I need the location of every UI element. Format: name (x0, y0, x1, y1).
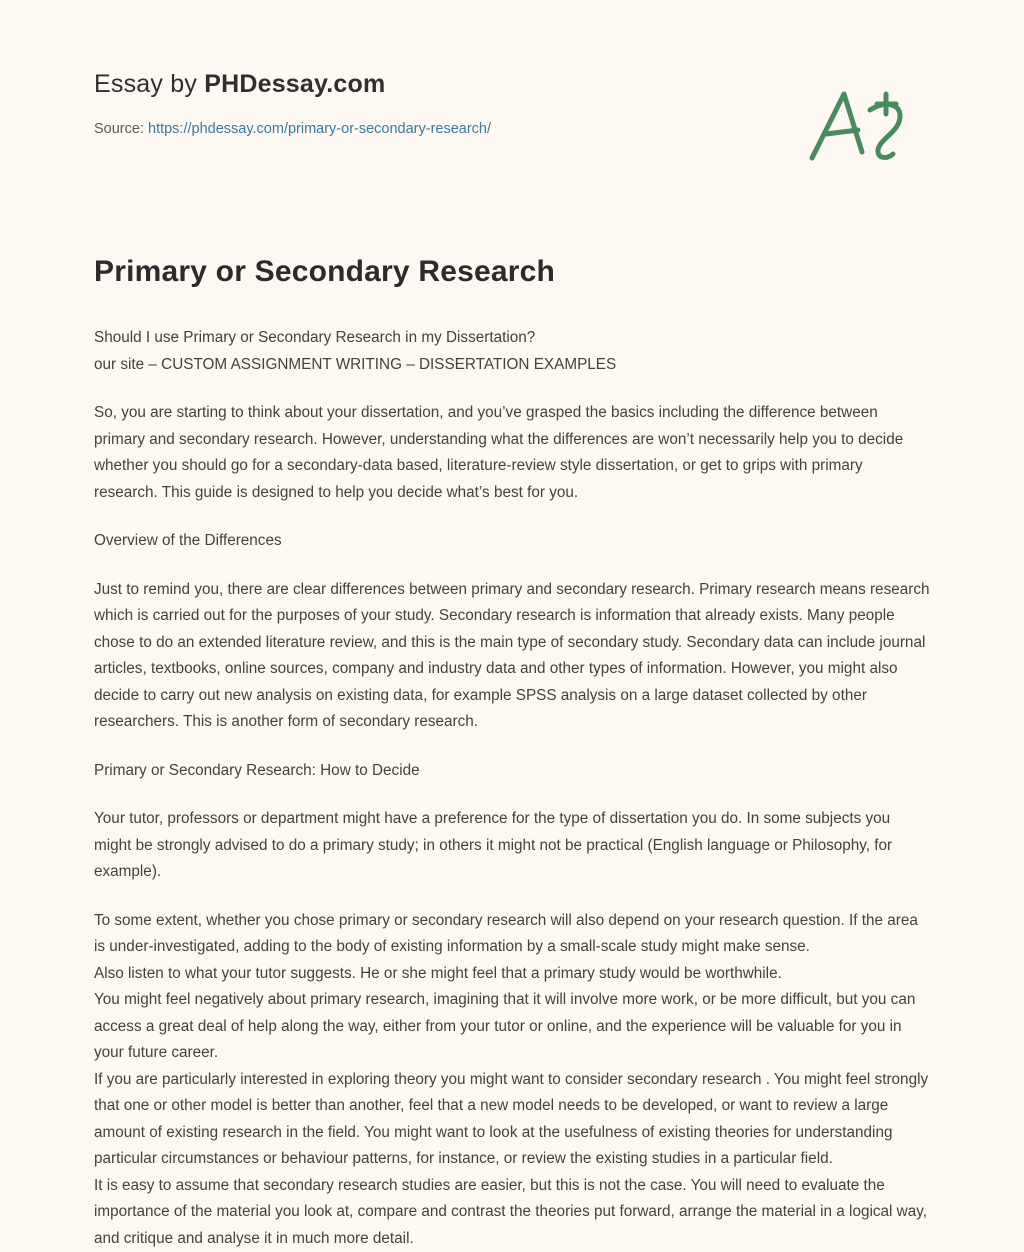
paragraph-9: If you are particularly interested in exploring theory you might want to consider secondary research . You might feel strongly that one or other model is better than another, feel that a new model needs to be developed, or want to review a large amount of existing research in the field. You might want to look at the usefulness of existing theories for understanding particular circumstances or behaviour patterns, for instance, or review the existing studies in a particular field. (94, 1067, 930, 1173)
a-plus-logo-icon (800, 80, 920, 170)
paragraph-4: Just to remind you, there are clear differences between primary and secondary research. Primary research means research which is carried out for the purposes of your study. Secondary research is information that already exists. Many people chose to do an extended literature review, and this is the main type of secondary study. Secondary data can include journal articles, textbooks, online sources, company and industry data and other types of information. However, you might also decide to carry out new analysis on existing data, for example SPSS analysis on a large dataset collected by other researchers. This is another form of secondary research. (94, 577, 930, 736)
paragraph-1: Should I use Primary or Secondary Research in my Dissertation? (94, 325, 930, 352)
paragraph-10: It is easy to assume that secondary research studies are easier, but this is not the case. You will need to evaluate the importance of the material you look at, compare and contrast the theories put forward, arrange the material in a logical way, and critique and analyse it in much more detail. (94, 1173, 930, 1252)
source-label: Source: (94, 121, 148, 137)
paragraph-3: So, you are starting to think about your dissertation, and you’ve grasped the basics including the difference between primary and secondary research. However, understanding what the differences are won’t necessarily help you to decide whether you should go for a secondary-data based, literature-review style dissertation, or get to grips with primary research. This guide is designed to help you decide what’s best for you. (94, 400, 930, 506)
document-body (94, 325, 930, 1252)
brand-name: PHDessay.com (204, 70, 385, 98)
page-title: Primary or Secondary Research (94, 255, 930, 289)
essay-word: Essay (94, 70, 163, 98)
paragraph-2: our site – CUSTOM ASSIGNMENT WRITING – DISSERTATION EXAMPLES (94, 352, 930, 379)
paragraph-6: To some extent, whether you chose primary or secondary research will also depend on your research question. If the area is under-investigated, adding to the body of existing information by a small-scale study might make sense. (94, 908, 930, 961)
section-heading-how-to-decide: Primary or Secondary Research: How to Decide (94, 758, 930, 785)
paragraph-5: Your tutor, professors or department might have a preference for the type of dissertation you do. In some subjects you might be strongly advised to do a primary study; in others it might not be practical (English language or Philosophy, for example). (94, 806, 930, 886)
paragraph-8: You might feel negatively about primary research, imagining that it will involve more work, or be more difficult, but you can access a great deal of help along the way, either from your tutor or online, and the experience will be valuable for you in your future career. (94, 987, 930, 1067)
source-url-link[interactable]: https://phdessay.com/primary-or-secondary-research/ (148, 121, 491, 137)
section-heading-overview: Overview of the Differences (94, 528, 930, 555)
document-header (94, 70, 930, 137)
paragraph-7: Also listen to what your tutor suggests. He or she might feel that a primary study would be worthwhile. (94, 961, 930, 988)
by-word: by (163, 70, 204, 98)
